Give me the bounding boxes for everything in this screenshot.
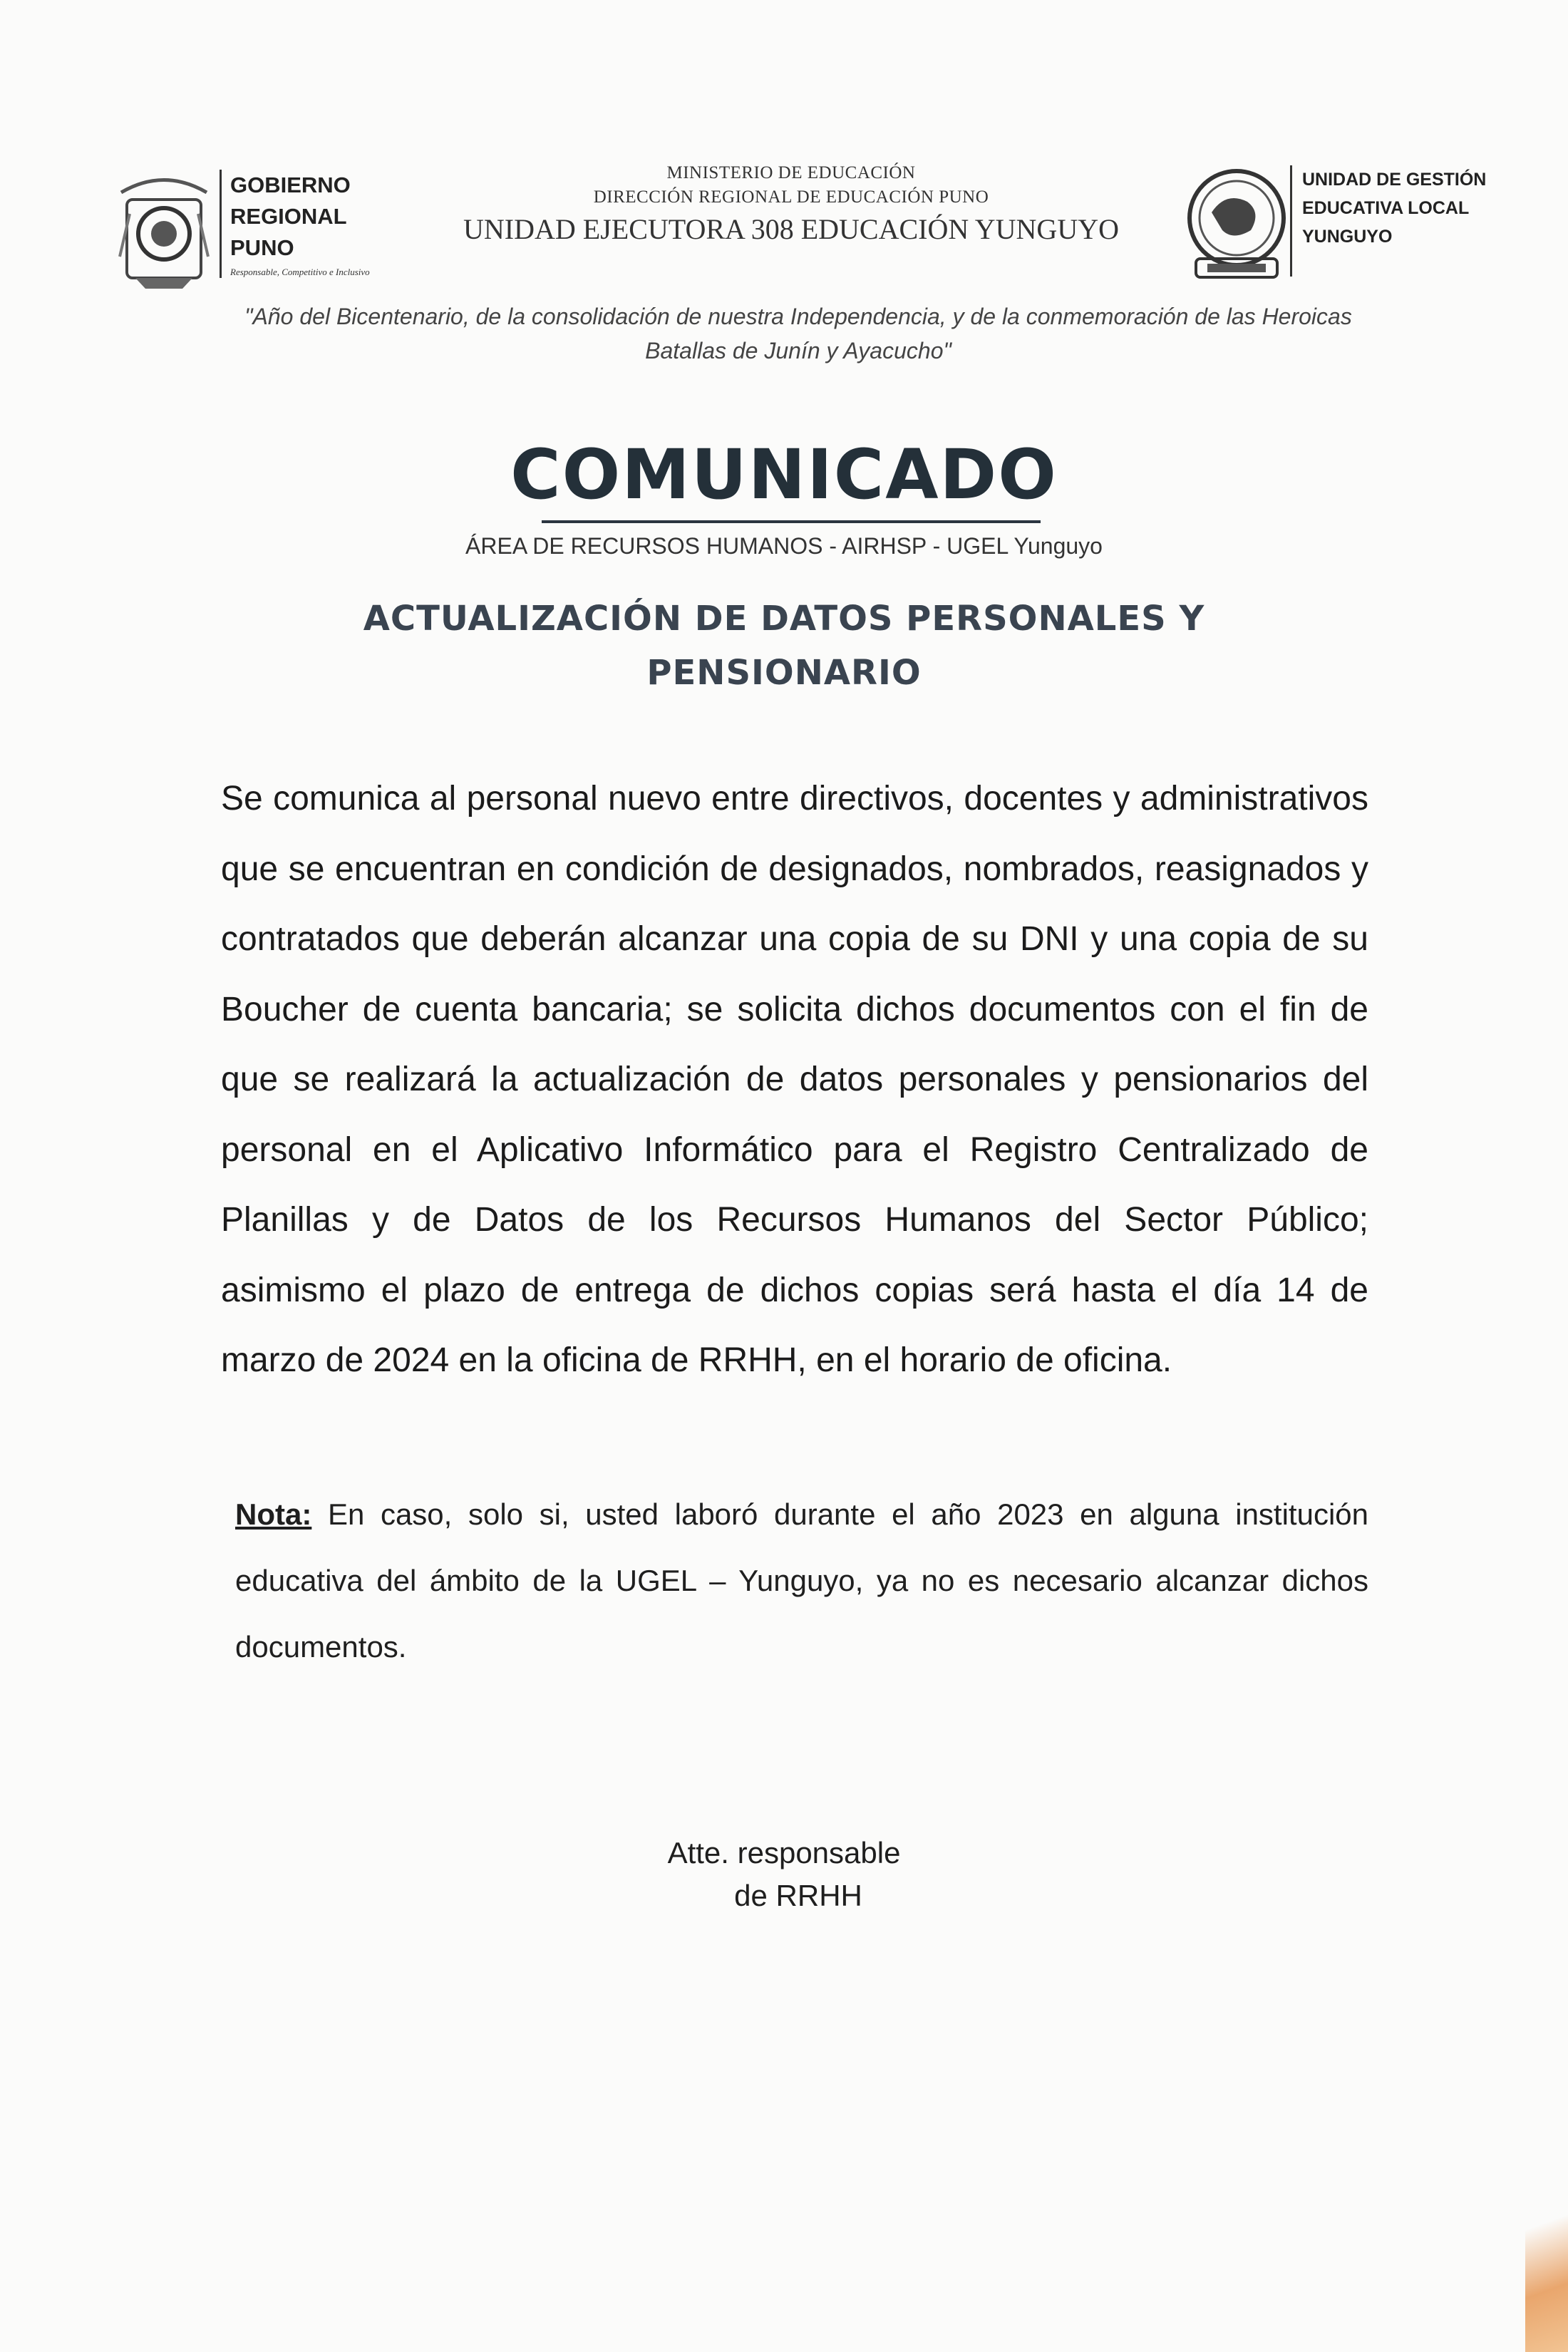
gobierno-regional-puno-logo [114, 171, 214, 292]
ministry-header [399, 161, 1183, 249]
document-title: COMUNICADO [510, 435, 1058, 515]
gobierno-regional-block [220, 170, 370, 278]
gov-line-1: GOBIERNO [230, 172, 351, 197]
ugel-line-3: YUNGUYO [1302, 227, 1393, 247]
gov-slogan: Responsable, Competitivo e Inclusivo [230, 267, 370, 277]
ugel-line-1: UNIDAD DE GESTIÓN [1302, 170, 1487, 190]
signature-line-1: Atte. responsable [667, 1836, 901, 1869]
title-underline [542, 520, 1041, 523]
ugel-block [1290, 165, 1486, 277]
year-motto: "Año del Bicentenario, de la consolidación de nuestra Independencia, y de la conmemoración de las Heroicas Batallas de Junín y Ayacucho" [244, 304, 1352, 363]
note-label: Nota: [235, 1497, 312, 1531]
notice-body: Se comunica al personal nuevo entre directivos, docentes y administrativos que se encuentran en condición de designados, nombrados, reasignados y contratados que deberán alcanzar una copia de su DNI y una copia de su Boucher de cuenta bancaria; se solicita dichos documentos con el fin de que se realizará la actualización de datos personales y pensionarios del personal en el Aplicativo Informático para el Registro Centralizado de Planillas y de Datos de los Recursos Humanos del Sector Público; asimismo el plazo de entrega de dichos copias será hasta el día 14 de marzo de 2024 en la oficina de RRHH, en el horario de oficina. [221, 780, 1368, 1379]
ugel-yunguyo-logo [1183, 163, 1290, 284]
gov-line-3: PUNO [230, 235, 294, 260]
direction-line: DIRECCIÓN REGIONAL DE EDUCACIÓN PUNO [593, 187, 989, 207]
executing-unit-line: UNIDAD EJECUTORA 308 EDUCACIÓN YUNGUYO [463, 213, 1119, 245]
ugel-line-2: EDUCATIVA LOCAL [1302, 198, 1470, 218]
signature-line-2: de RRHH [734, 1879, 862, 1912]
signature-block [0, 1832, 1568, 1917]
note-text: En caso, solo si, usted laboró durante el año 2023 en alguna institución educativa del ámbito de la UGEL – Yunguyo, ya no es necesario alcanzar dichos documentos. [235, 1497, 1368, 1664]
note-paragraph [235, 1481, 1368, 1680]
photo-edge-shadow [1525, 2138, 1568, 2352]
document-subtitle: ÁREA DE RECURSOS HUMANOS - AIRHSP - UGEL Yunguyo [465, 533, 1103, 559]
gov-line-2: REGIONAL [230, 204, 347, 229]
notice-heading: ACTUALIZACIÓN DE DATOS PERSONALES Y PENSIONARIO [363, 599, 1205, 693]
ministry-line: MINISTERIO DE EDUCACIÓN [666, 163, 916, 182]
